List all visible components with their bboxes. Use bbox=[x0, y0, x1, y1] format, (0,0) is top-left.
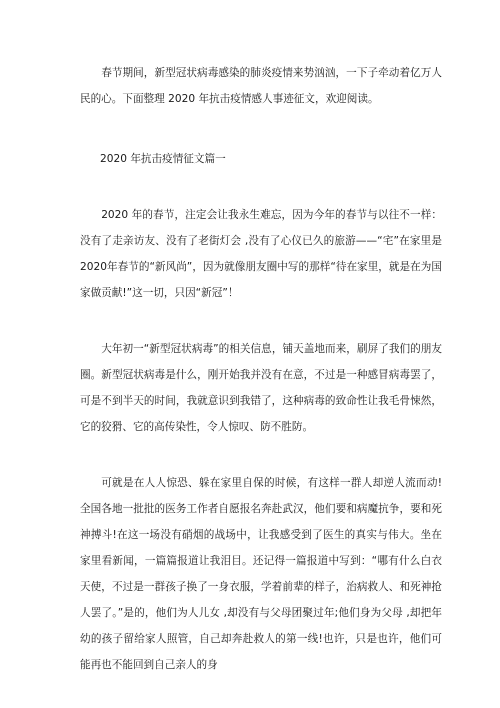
body-paragraph: 2020 年的春节，注定会让我永生难忘，因为今年的春节与以往不一样：没有了走亲访友、没有了老街灯会 ,没有了心仪已久的旅游——“宅”在家里是 2020年春节的“新风尚”，因为就像朋友圈中写的那样“待在家里，就是在为国家做贡献!”这一切，只因“新冠”！ bbox=[80, 209, 446, 299]
section-heading: 2020 年抗击疫情征文篇一 bbox=[100, 153, 226, 165]
body-paragraph: 大年初一“新型冠状病毒”的相关信息，铺天盖地而来，刷屏了我们的朋友圈。新型冠状病毒是什么，刚开始我并没有在意，不过是一种感冒病毒罢了，可是不到半天的时间，我就意识到我错了，这种病毒的致命性让我毛骨悚然，它的狡猾、它的高传染性，令人惊叹、防不胜防。 bbox=[80, 343, 442, 433]
body-paragraph: 可就是在人人惊恐、躲在家里自保的时候，有这样一群人却逆人流而动!全国各地一批批的医务工作者自愿报名奔赴武汉，他们要和病魔抗争，要和死神搏斗!在这一场没有硝烟的战场中，让我感受到了医生的真实与伟大。坐在家里看新闻，一篇篇报道让我泪目。还记得一篇报道中写到：“哪有什么白衣天使，不过是一群孩子换了一身衣服，学着前辈的样子，治病救人、和死神抢人罢了。”是的，他们为人儿女 ,却没有与父母团聚过年;他们身为父母 ,却把年幼的孩子留给家人照管，自己却奔赴救人的第一线!也许，只是也许，他们可能再也不能回到自己亲人的身 bbox=[80, 477, 442, 671]
intro-paragraph: 春节期间，新型冠状病毒感染的肺炎疫情来势汹汹，一下子牵动着亿万人民的心。下面整理 2020 年抗击疫情感人事迹征文，欢迎阅读。 bbox=[80, 67, 442, 105]
